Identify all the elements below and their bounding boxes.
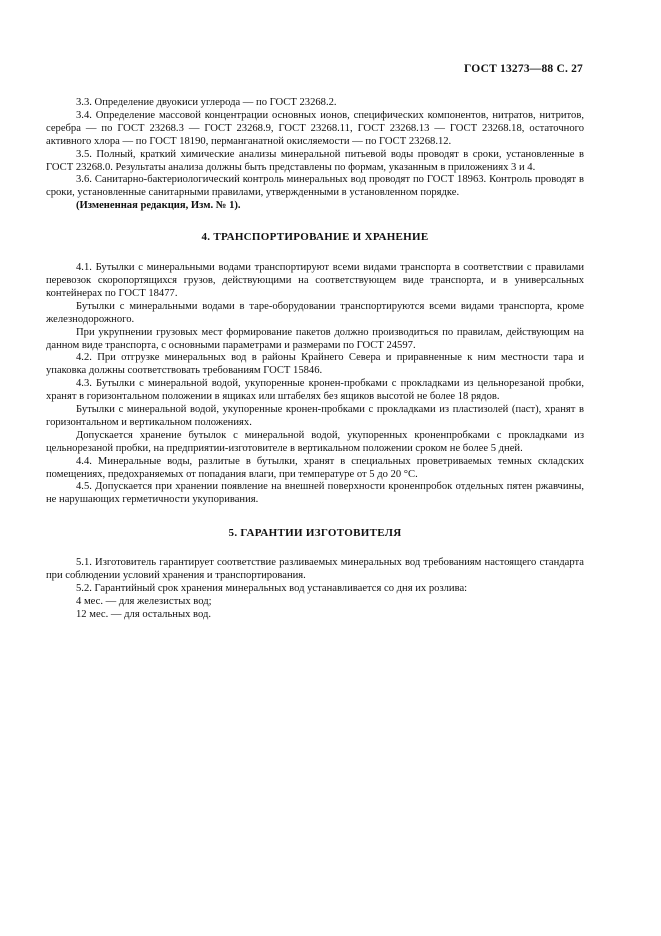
section-5-title: 5. ГАРАНТИИ ИЗГОТОВИТЕЛЯ [228, 527, 402, 540]
paragraph-4-3-c: Допускается хранение бутылок с минеральной водой, укупоренных кроненпробками с прокладками из цельнорезаной пробки, на предприятии-изготовителе в вертикальном положении сроком не более 5 дней. [46, 429, 584, 454]
amendment-note: (Измененная редакция, Изм. № 1). [76, 200, 241, 212]
paragraph-4-1-b: Бутылки с минеральными водами в таре-оборудовании транспортируются всеми видами транспорта, кроме железнодорожного. [46, 300, 584, 325]
paragraph-4-3: 4.3. Бутылки с минеральной водой, укупоренные кронен-пробками с прокладками из цельнорезаной пробки, хранят в горизонтальном положении в ящиках или штабелях без ящиков высотой не более 18 рядов. [46, 378, 584, 403]
paragraph-5-2: 5.2. Гарантийный срок хранения минеральных вод устанавливается со дня их розлива: [76, 583, 468, 594]
paragraph-4-1: 4.1. Бутылки с минеральными водами транспортируют всеми видами транспорта в соответствии с правилами перевозок скоропортящихся грузов, действующими на соответствующем виде транспорта, и в универсальных контейнерах по ГОСТ 18477. [46, 262, 584, 299]
paragraph-3-4: 3.4. Определение массовой концентрации основных ионов, специфических компонентов, нитратов, нитритов, серебра — по ГОСТ 23268.3 — ГОСТ 23268.9, ГОСТ 23268.11, ГОСТ 23268.13 — ГОСТ 23268.18, остаточного активного хлора — по ГОСТ 18190, перманганатной окисляемости — по ГОСТ 23268.12. [46, 109, 584, 147]
paragraph-3-3: 3.3. Определение двуокиси углерода — по ГОСТ 23268.2. [76, 97, 337, 108]
section-4-title: 4. ТРАНСПОРТИРОВАНИЕ И ХРАНЕНИЕ [201, 231, 429, 244]
paragraph-4-5: 4.5. Допускается при хранении появление на внешней поверхности кроненпробок отдельных пятен ржавчины, не нарушающих герметичности укупоривания. [46, 481, 584, 506]
paragraph-3-6: 3.6. Санитарно-бактериологический контроль минеральных вод проводят по ГОСТ 18963. Контроль проводят в сроки, установленные санитарными правилами, утвержденными в установленном порядке. [46, 174, 584, 199]
paragraph-5-1: 5.1. Изготовитель гарантирует соответствие разливаемых минеральных вод требованиям настоящего стандарта при соблюдении условий хранения и транспортирования. [46, 557, 584, 582]
paragraph-4-2: 4.2. При отгрузке минеральных вод в районы Крайнего Севера и приравненные к ним местности тара и упаковка должны соответствовать требованиям ГОСТ 15846. [46, 352, 584, 377]
paragraph-4-4: 4.4. Минеральные воды, разлитые в бутылки, хранят в специальных проветриваемых темных складских помещениях, предохраняемых от попадания влаги, при температуре от 5 до 20 °С. [46, 455, 584, 480]
page-header: ГОСТ 13273—88 С. 27 [464, 63, 583, 75]
paragraph-4-1-c: При укрупнении грузовых мест формирование пакетов должно производиться по правилам, действующим на данном виде транспорта, с основными параметрами и размерами по ГОСТ 24597. [46, 326, 584, 351]
list-item-iron-waters: 4 мес. — для железистых вод; [76, 595, 212, 607]
document-body [46, 97, 584, 622]
paragraph-4-3-b: Бутылки с минеральной водой, укупоренные кронен-пробками с прокладками из пластизолей (паст), хранят в горизонтальном и вертикальном положениях. [46, 404, 584, 428]
list-item-other-waters: 12 мес. — для остальных вод. [76, 608, 211, 620]
paragraph-3-5: 3.5. Полный, краткий химические анализы минеральной питьевой воды проводят в сроки, установленные в ГОСТ 23268.0. Результаты анализа должны быть представлены по формам, указанным в приложениях 3 и 4. [46, 148, 584, 173]
